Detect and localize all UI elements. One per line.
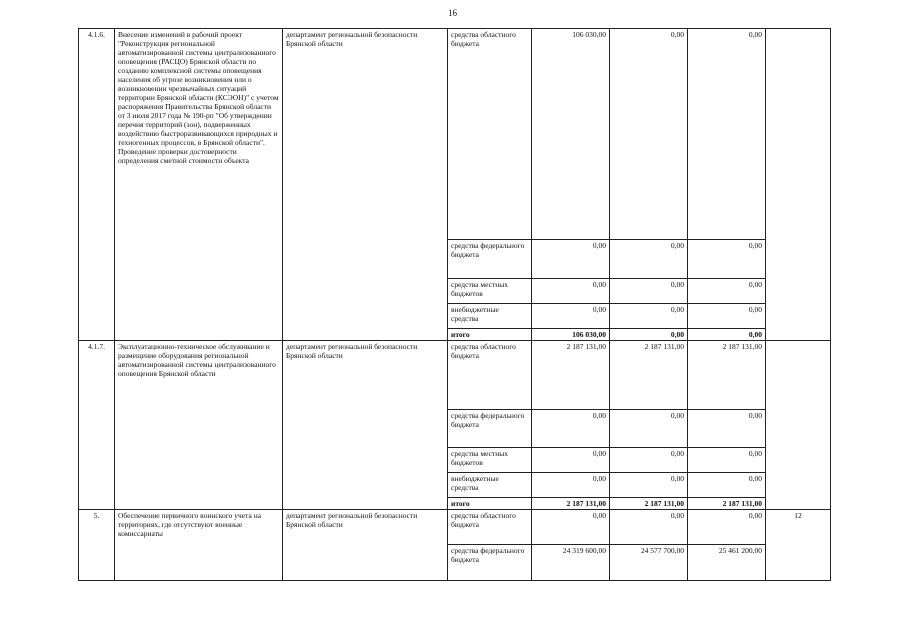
executor: департамент региональной безопасности Брянской области — [283, 510, 448, 581]
funding-source-total: итого — [448, 329, 532, 341]
value-year-2: 0,00 — [610, 410, 688, 448]
page-number: 16 — [448, 8, 457, 18]
value-year-3: 0,00 — [688, 29, 766, 240]
funding-source: средства областного бюджета — [448, 510, 532, 545]
value-year-3: 2 187 131,00 — [688, 498, 766, 510]
value-year-2: 0,00 — [610, 304, 688, 329]
value-year-2: 0,00 — [610, 29, 688, 240]
executor: департамент региональной безопасности Брянской области — [283, 341, 448, 510]
value-year-2: 0,00 — [610, 329, 688, 341]
value-year-1: 106 030,00 — [532, 329, 610, 341]
value-year-2: 0,00 — [610, 448, 688, 473]
value-year-1: 0,00 — [532, 410, 610, 448]
value-year-1: 0,00 — [532, 473, 610, 498]
funding-source: средства областного бюджета — [448, 341, 532, 410]
value-year-1: 24 319 600,00 — [532, 545, 610, 581]
row-number: 4.1.7. — [79, 341, 115, 510]
value-year-3: 0,00 — [688, 510, 766, 545]
value-year-3: 0,00 — [688, 448, 766, 473]
value-year-2: 0,00 — [610, 240, 688, 279]
value-year-2: 0,00 — [610, 510, 688, 545]
measure-description: Внесение изменений в рабочий проект "Реконструкция региональной автоматизированной системы централизованного оповещения (РАСЦО) Брянской области по созданию комплексной системы оповещения населения об угрозе возникновения или о возникновении чрезвычайных ситуаций территории Брянской области (КСЭОН)" с учетом распоряжения Правительства Брянской области от 3 июля 2017 года № 190-рп "Об утверждении перечня территорий (зон), подверженных воздействию быстроразвивающихся природных и техногенных процессов, в Брянской области". Проведение проверки достоверности определения сметной стоимости объекта — [115, 29, 283, 341]
table-row — [79, 29, 831, 240]
funding-source: средства местных бюджетов — [448, 279, 532, 304]
table-row — [79, 510, 831, 545]
funding-source: средства областного бюджета — [448, 29, 532, 240]
value-year-1: 0,00 — [532, 304, 610, 329]
value-year-2: 2 187 131,00 — [610, 341, 688, 410]
funding-source: средства федерального бюджета — [448, 240, 532, 279]
value-year-1: 106 030,00 — [532, 29, 610, 240]
value-year-2: 2 187 131,00 — [610, 498, 688, 510]
value-year-1: 2 187 131,00 — [532, 341, 610, 410]
row-number: 4.1.6. — [79, 29, 115, 341]
value-year-1: 0,00 — [532, 279, 610, 304]
executor: департамент региональной безопасности Брянской области — [283, 29, 448, 341]
funding-source: средства федерального бюджета — [448, 545, 532, 581]
note-cell — [766, 341, 831, 510]
value-year-3: 0,00 — [688, 410, 766, 448]
value-year-3: 0,00 — [688, 304, 766, 329]
value-year-3: 0,00 — [688, 279, 766, 304]
measure-description: Эксплуатационно-техническое обслуживание и размещение оборудования региональной автоматизированной системы централизованного оповещения Брянской области — [115, 341, 283, 510]
value-year-1: 0,00 — [532, 448, 610, 473]
value-year-2: 24 577 700,00 — [610, 545, 688, 581]
value-year-1: 0,00 — [532, 510, 610, 545]
funding-source: средства федерального бюджета — [448, 410, 532, 448]
value-year-3: 0,00 — [688, 473, 766, 498]
row-number: 5. — [79, 510, 115, 581]
value-year-3: 2 187 131,00 — [688, 341, 766, 410]
value-year-1: 2 187 131,00 — [532, 498, 610, 510]
value-year-2: 0,00 — [610, 279, 688, 304]
funding-source: внебюджетные средства — [448, 304, 532, 329]
table-row — [79, 341, 831, 410]
budget-table — [78, 28, 831, 581]
value-year-1: 0,00 — [532, 240, 610, 279]
value-year-3: 25 461 200,00 — [688, 545, 766, 581]
value-year-3: 0,00 — [688, 240, 766, 279]
value-year-3: 0,00 — [688, 329, 766, 341]
funding-source: внебюджетные средства — [448, 473, 532, 498]
funding-source: средства местных бюджетов — [448, 448, 532, 473]
funding-source-total: итого — [448, 498, 532, 510]
note-cell: 12 — [766, 510, 831, 581]
value-year-2: 0,00 — [610, 473, 688, 498]
note-cell — [766, 29, 831, 341]
measure-description: Обеспечение первичного воинского учета на территориях, где отсутствуют военные комиссариаты — [115, 510, 283, 581]
